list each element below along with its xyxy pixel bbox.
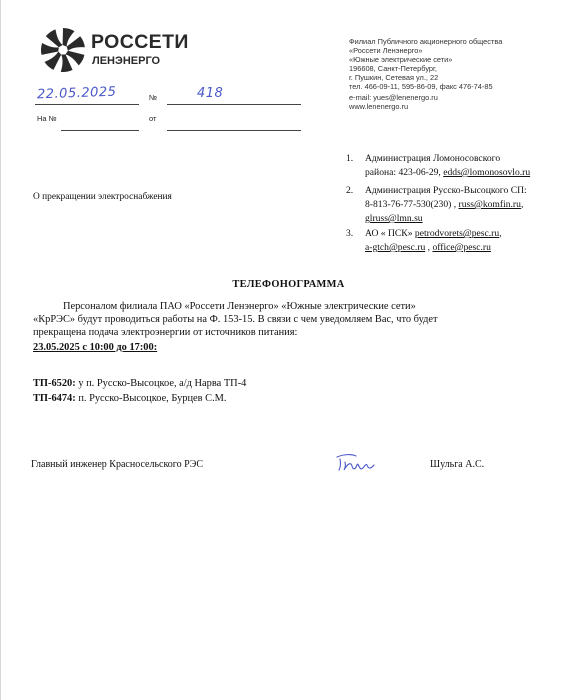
recipient-number: 2. (346, 185, 354, 196)
body-line: прекращена подача электроэнергии от источников питания: (33, 327, 298, 338)
subject-line: О прекращении электроснабжения (33, 192, 172, 202)
recipient-text: Администрация Ломоносовского (365, 153, 501, 164)
logo-subname: ЛЕНЭНЕРГО (92, 55, 161, 67)
org-address-line: www.lenenergo.ru (349, 102, 409, 111)
handwritten-number: 418 (197, 86, 224, 101)
recipient-text: 8-813-76-77-530(230) , (365, 199, 459, 210)
logo-petal (45, 51, 62, 69)
date-underline (35, 104, 139, 105)
from-label: от (149, 114, 157, 123)
signatory-name: Шульга А.С. (430, 459, 485, 470)
recipient-line (365, 199, 523, 211)
substation-item (33, 378, 246, 389)
logo-petal (46, 29, 63, 47)
substation-item (33, 393, 227, 404)
recipient-text: , (520, 199, 524, 210)
substation-id: ТП-6474: (33, 393, 76, 404)
org-address-line: Филиал Публичного акционерного общества (349, 37, 503, 46)
substation-location: п. Русско-Высоцкое, Бурцев С.М. (75, 393, 227, 404)
substation-location: у п. Русско-Высоцкое, а/д Нарва ТП-4 (75, 378, 247, 389)
recipient-text: АО « ПСК» (365, 228, 415, 239)
recipient-line (365, 213, 423, 225)
reference-number-label: На № (37, 114, 57, 123)
org-address-line: тел. 466-09-11, 595-86-09, факс 476-74-85 (349, 82, 493, 91)
logo-name: РОССЕТИ (91, 31, 189, 53)
email-link[interactable]: russ@komfin.ru (458, 199, 521, 210)
org-address-line: 196608, Санкт-Петербург, (349, 64, 437, 73)
recipient-text: Администрация Русско-Высоцкого СП: (365, 185, 527, 196)
recipient-number: 1. (346, 153, 354, 164)
org-address-line: e-mail: yues@lenenergo.ru (349, 93, 438, 102)
handwritten-signature (334, 450, 384, 476)
recipient-number: 3. (346, 228, 354, 239)
recipient-text: района: 423-06-29, (365, 167, 444, 178)
recipient-line (365, 185, 527, 197)
number-label: № (149, 93, 158, 102)
rosseti-logo-icon (39, 26, 87, 74)
body-line: «КрРЭС» будут проводиться работы на Ф. 153-15. В связи с чем уведомляем Вас, что будет (33, 314, 438, 325)
email-link[interactable]: edds@lomonosovlo.ru (443, 167, 531, 178)
email-link[interactable]: petrodvorets@pesc.ru (414, 228, 500, 239)
recipient-line (365, 153, 500, 165)
from-underline (167, 130, 301, 131)
email-link[interactable]: office@pesc.ru (432, 242, 491, 253)
recipient-text: , (499, 228, 502, 239)
body-line: Персоналом филиала ПАО «Россети Ленэнерго» «Южные электрические сети» (63, 301, 416, 312)
number-underline (167, 104, 301, 105)
org-address-line: «Южные электрические сети» (349, 55, 453, 64)
email-link[interactable]: glruss@lmn.su (365, 213, 423, 224)
signatory-position: Главный инженер Красносельского РЭС (31, 459, 203, 470)
handwritten-date: 22.05.2025 (36, 84, 117, 103)
org-address-line: «Россети Ленэнерго» (349, 46, 423, 55)
logo-petal (61, 54, 73, 72)
reference-underline (61, 130, 139, 131)
recipient-line (365, 228, 502, 240)
outage-period: 23.05.2025 с 10:00 до 17:00: (33, 342, 158, 353)
substation-id: ТП-6520: (33, 378, 76, 389)
org-address-line: г. Пушкин, Сетевая ул., 22 (349, 73, 439, 82)
document-title: ТЕЛЕФОНОГРАММА (232, 279, 345, 290)
recipient-line (365, 167, 530, 179)
logo-petal (67, 36, 85, 50)
email-link[interactable]: a-gtch@pesc.ru (365, 242, 426, 253)
recipient-line (365, 242, 491, 254)
recipient-text: , (425, 242, 433, 253)
